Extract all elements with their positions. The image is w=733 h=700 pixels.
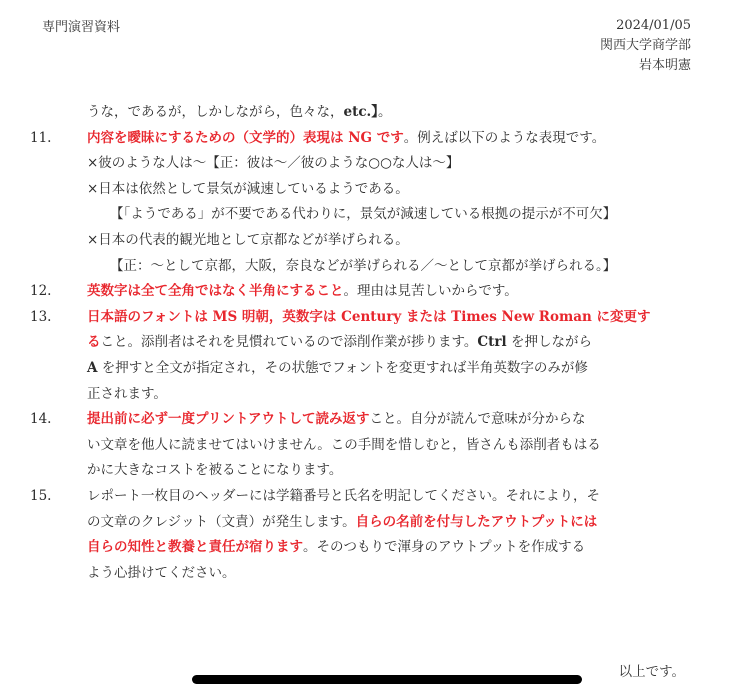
item-11-text: 。例えば以下のような表現です。 xyxy=(403,129,606,146)
item-11-example-3: ×日本の代表的観光地として京都などが挙げられる。 xyxy=(87,231,409,248)
item-14-line-3: かに大きなコストを被ることになります。 xyxy=(87,462,343,479)
item-10-etc: etc.】 xyxy=(343,104,378,120)
item-11-highlight: 内容を曖昧にするための（文学的）表現は NG です xyxy=(87,129,404,146)
item-12 xyxy=(30,279,696,305)
author-name: 岩本明憲 xyxy=(638,58,691,73)
item-13 xyxy=(30,305,696,331)
item-number: 13. xyxy=(30,308,52,325)
a-key: A xyxy=(87,359,98,376)
document-label: 専門演習資料 xyxy=(42,20,121,35)
item-12-text: 。理由は見苦しいからです。 xyxy=(343,283,518,300)
item-13-text: こと。添削者はそれを見慣れているので添削作業が捗ります。 xyxy=(100,334,478,351)
item-13-line-3 xyxy=(30,356,696,382)
item-10-after: 。 xyxy=(378,104,392,120)
document-date: 2024/01/05 xyxy=(616,18,691,33)
item-15-text-b: の文章のクレジット（文責）が発生します。 xyxy=(87,513,356,530)
item-12-highlight: 英数字は全て全角ではなく半角にすること xyxy=(87,283,344,300)
item-14-line-2: い文章を他人に読ませてはいけません。この手間を惜しむと，皆さんも添削者もはる xyxy=(87,436,601,453)
item-number: 15. xyxy=(30,487,52,504)
closing-text: 以上です。 xyxy=(618,664,685,680)
item-number: 14. xyxy=(30,411,52,428)
document-body xyxy=(30,100,696,586)
item-15-highlight-b: 自らの知性と教養と責任が宿ります xyxy=(87,539,303,556)
item-number: 12. xyxy=(30,283,52,300)
item-15-line-2 xyxy=(30,510,696,536)
item-15-text: レポート一枚目のヘッダーには学籍番号と氏名を明記してください。それにより，そ xyxy=(87,487,600,504)
item-15-text-c: 。そのつもりで渾身のアウトプットを作成する xyxy=(303,539,586,556)
item-13-line-4: 正されます。 xyxy=(87,385,167,402)
item-10-text: うな，であるが，しかしながら，色々な， xyxy=(87,104,344,120)
home-indicator[interactable] xyxy=(192,675,582,684)
item-13-text-b: を押しながら xyxy=(506,334,592,351)
item-15 xyxy=(30,484,696,510)
item-13-text-c: を押すと全文が指定され，その状態でフォントを変更すれば半角英数字のみが修 xyxy=(97,359,588,376)
item-11-example-2-note: 【「ようである」が不要である代わりに，景気が減速している根拠の提示が不可欠】 xyxy=(110,206,617,223)
item-14 xyxy=(30,407,696,433)
item-15-line-4: よう心掛けてください。 xyxy=(87,564,236,581)
item-15-highlight: 自らの名前を付与したアウトプットには xyxy=(355,513,598,530)
item-11-example-3-note: 【正：〜として京都，大阪，奈良などが挙げられる／〜として京都が挙げられる。】 xyxy=(110,257,617,274)
item-11-example-1: ×彼のような人は〜【正：彼は〜／彼のような○○な人は〜】 xyxy=(87,155,460,172)
item-13-highlight-end: る xyxy=(87,334,101,351)
item-number: 11. xyxy=(30,129,52,146)
header-info xyxy=(600,16,691,76)
item-13-highlight: 日本語のフォントは MS 明朝，英数字は Century または Times New Roman に変更す xyxy=(87,308,651,325)
item-11 xyxy=(30,126,696,152)
item-10-tail xyxy=(30,100,696,126)
university-name: 関西大学商学部 xyxy=(599,38,691,53)
item-11-example-2: ×日本は依然として景気が減速しているようである。 xyxy=(87,180,409,197)
ctrl-key: Ctrl xyxy=(477,334,507,351)
item-13-line-2 xyxy=(30,330,696,356)
item-14-text: こと。自分が読んで意味が分からな xyxy=(369,411,586,428)
item-14-highlight: 提出前に必ず一度プリントアウトして読み返す xyxy=(87,411,370,428)
item-15-line-3 xyxy=(30,535,696,561)
